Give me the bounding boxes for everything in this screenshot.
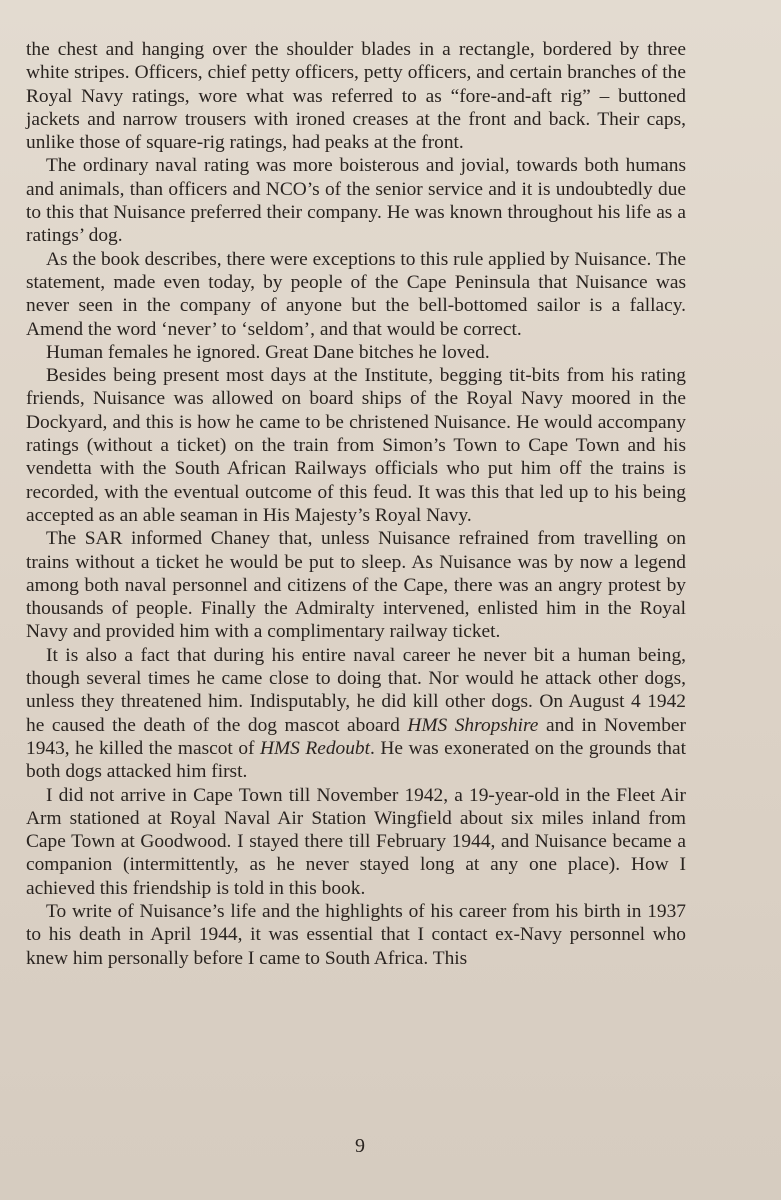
paragraph-4: Human females he ignored. Great Dane bitches he loved. <box>46 341 490 363</box>
paragraph-7 <box>26 644 686 784</box>
paragraph-2: The ordinary naval rating was more boisterous and jovial, towards both humans and animals, than officers and NCO’s of the senior service and it is undoubtedly due to this that Nuisance preferred their company. He was known throughout his life as a ratings’ dog. <box>26 155 686 247</box>
paragraph-5: Besides being present most days at the Institute, begging tit-bits from his rating friends, Nuisance was allowed on board ships of the Royal Navy moored in the Dockyard, and this is how he came to be christened Nuisance. He would accompany ratings (without a ticket) on the train from Simon’s Town to Cape Town and his vendetta with the South African Railways officials who put him off the trains is recorded, with the eventual outcome of this feud. It was this that led up to his being accepted as an able seaman in His Majesty’s Royal Navy. <box>26 365 686 526</box>
body-text <box>26 38 686 970</box>
paragraph-9: To write of Nuisance’s life and the highlights of his career from his birth in 1937 to his death in April 1944, it was essential that I contact ex-Navy personnel who knew him personally before I came to South Africa. This <box>26 900 686 969</box>
paragraph-6: The SAR informed Chaney that, unless Nuisance refrained from travelling on trains without a ticket he would be put to sleep. As Nuisance was by now a legend among both naval personnel and citizens of the Cape, there was an angry protest by thousands of people. Finally the Admiralty intervened, enlisted him in the Royal Navy and provided him with a complimentary railway ticket. <box>26 528 686 643</box>
paragraph-8: I did not arrive in Cape Town till November 1942, a 19-year-old in the Fleet Air Arm stationed at Royal Naval Air Station Wingfield about six miles inland from Cape Town at Goodwood. I stayed there till February 1944, and Nuisance became a companion (intermittently, as he never stayed long at any one place). How I achieved this friendship is told in this book. <box>26 784 686 899</box>
ship-name-redoubt: HMS Redoubt <box>260 737 370 759</box>
paragraph-1: the chest and hanging over the shoulder blades in a rectangle, bordered by three white stripes. Officers, chief petty officers, petty officers, and certain branches of the Royal Navy ratings, wore what was referred to as “fore-and-aft rig” – buttoned jackets and narrow trousers with ironed creases at the front and back. Their caps, unlike those of square-rig ratings, had peaks at the front. <box>26 39 686 154</box>
paragraph-7-text-b: and in November 1943, he killed the mascot of <box>26 714 686 759</box>
paragraph-7-text-a: It is also a fact that during his entire naval career he never bit a human being, though several times he came close to doing that. Nor would he attack other dogs, unless they threatened him. Indisputably, he did kill other dogs. On August 4 1942 he caused the death of the dog mascot aboard <box>26 644 686 736</box>
paragraph-3: As the book describes, there were exceptions to this rule applied by Nuisance. The statement, made even today, by people of the Cape Peninsula that Nuisance was never seen in the company of anyone but the bell-bottomed sailor is a fallacy. Amend the word ‘never’ to ‘seldom’, and that would be correct. <box>26 248 686 340</box>
page-number: 9 <box>355 1135 365 1157</box>
ship-name-shropshire: HMS Shropshire <box>407 714 539 736</box>
paragraph-7-text-c: . He was exonerated on the grounds that both dogs attacked him first. <box>26 737 686 783</box>
